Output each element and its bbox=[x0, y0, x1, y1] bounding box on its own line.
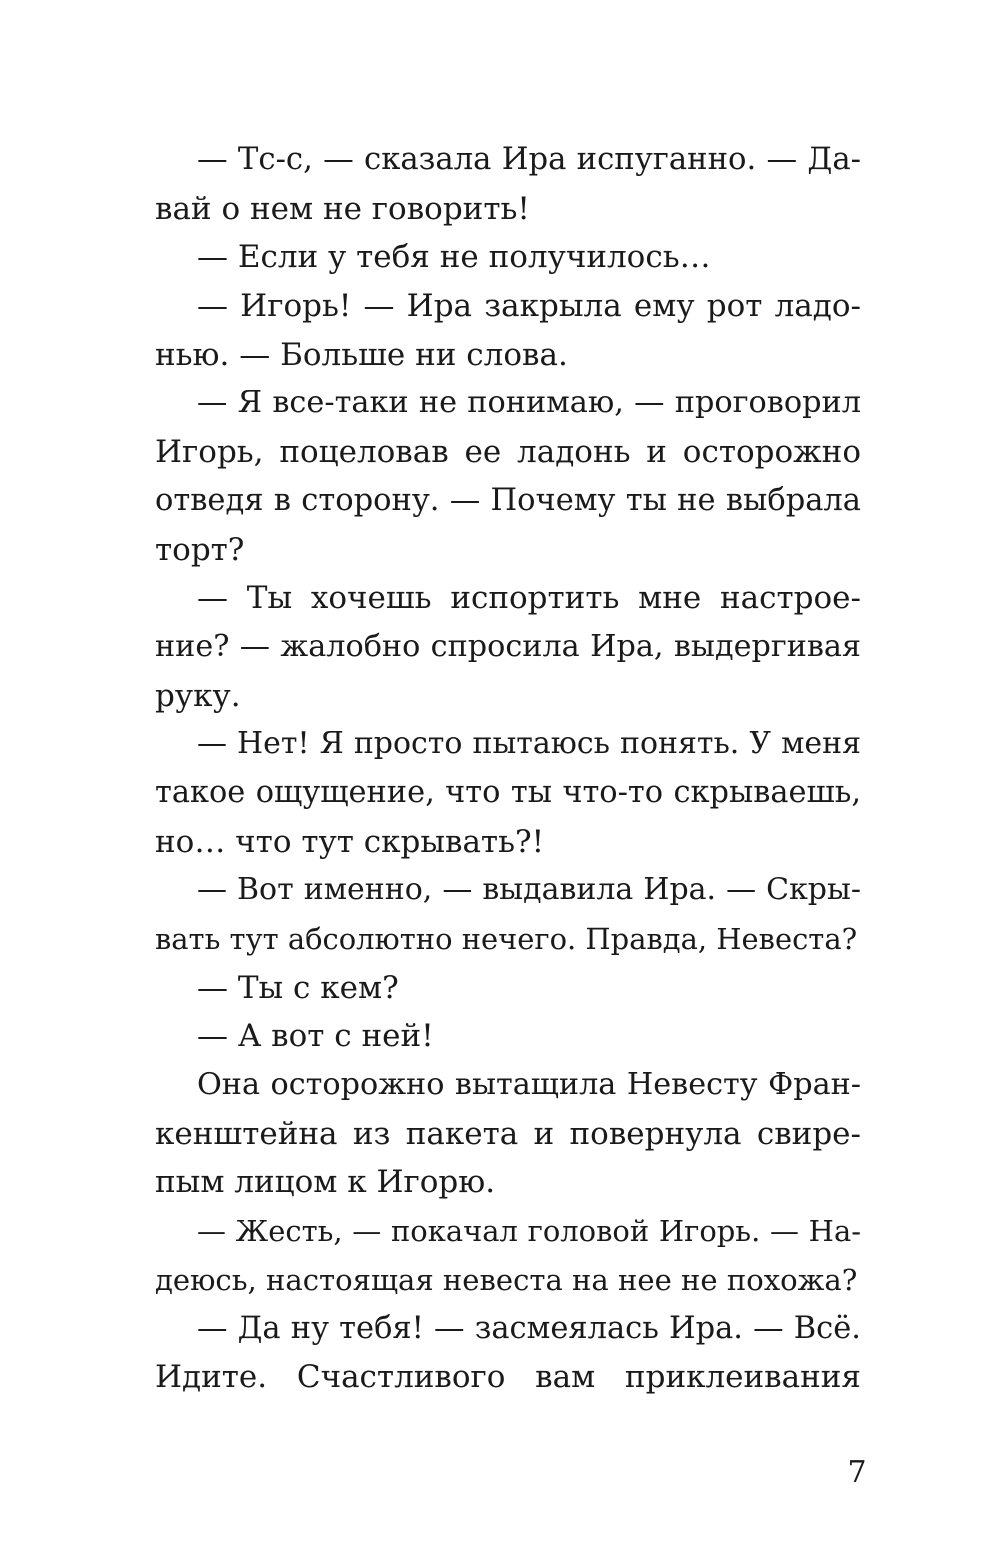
text-line: кенштейна из пакета и повернула свире- bbox=[155, 1115, 861, 1152]
text-line: пым лицом к Игорю. bbox=[155, 1164, 496, 1201]
text-line: отведя в сторону. — Почему ты не выбрала bbox=[155, 482, 861, 518]
text-line: — Я все-таки не понимаю, — проговорил bbox=[197, 385, 861, 421]
text-line: — Да ну тебя! — засмеялась Ира. — Всё. bbox=[197, 1310, 861, 1346]
text-line: Она осторожно вытащила Невесту Фран- bbox=[197, 1067, 861, 1103]
text-line: такое ощущение, что ты что-то скрываешь, bbox=[155, 774, 861, 810]
text-line: — А вот с ней! bbox=[197, 1018, 434, 1055]
text-line: деюсь, настоящая невеста на нее не похожа? bbox=[155, 1262, 858, 1297]
text-line: — Ты хочешь испортить мне настрое- bbox=[197, 580, 861, 617]
text-line: — Тс-с, — сказала Ира испуганно. — Да- bbox=[197, 142, 861, 177]
text-line: руку. bbox=[155, 677, 241, 714]
text-line: торт? bbox=[155, 531, 245, 568]
text-line: — Нет! Я просто пытаюсь понять. У меня bbox=[197, 726, 861, 762]
text-line: Идите. Счастливого вам приклеивания bbox=[155, 1359, 861, 1396]
text-line: нью. — Больше ни слова. bbox=[155, 336, 568, 373]
text-line: — Игорь! — Ира закрыла ему рот ладо- bbox=[197, 288, 861, 325]
page-number: 7 bbox=[847, 1455, 867, 1490]
text-line: Игорь, поцеловав ее ладонь и осторожно bbox=[155, 434, 861, 471]
text-line: но… что тут скрывать?! bbox=[155, 823, 545, 860]
text-line: — Вот именно, — выдавила Ира. — Скры- bbox=[197, 872, 861, 908]
text-line: — Жесть, — покачал головой Игорь. — На- bbox=[197, 1214, 861, 1249]
text-line: — Ты с кем? bbox=[197, 969, 399, 1006]
text-line: вать тут абсолютно нечего. Правда, Невеста? bbox=[155, 922, 858, 956]
text-line: — Если у тебя не получилось… bbox=[197, 239, 711, 276]
text-line: вай о нем не говорить! bbox=[155, 190, 530, 227]
text-line: ние? — жалобно спросила Ира, выдергивая bbox=[155, 628, 861, 664]
body-text bbox=[155, 136, 861, 1402]
